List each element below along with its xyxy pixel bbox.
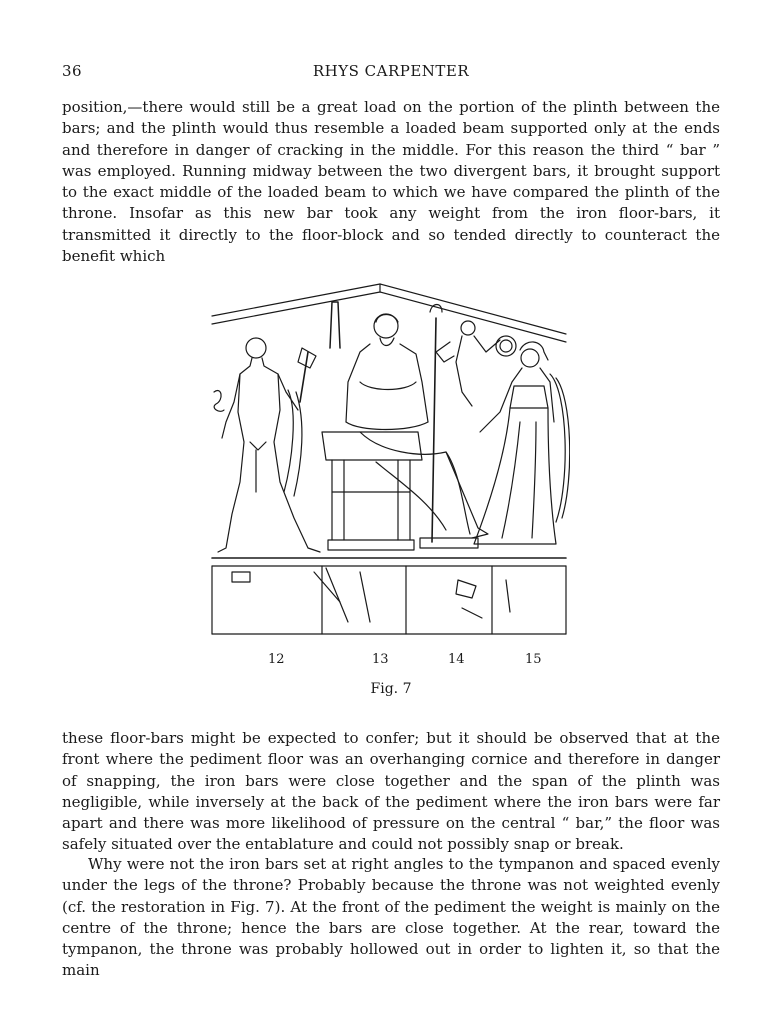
slab-number-12: 12 bbox=[268, 652, 285, 667]
running-head bbox=[62, 62, 720, 82]
slab-number-15: 15 bbox=[525, 652, 542, 667]
pediment-drawing bbox=[210, 282, 570, 642]
figure-caption: Fig. 7 bbox=[370, 681, 412, 697]
slab-number-14: 14 bbox=[448, 652, 465, 667]
paragraph-bottom-1: these floor-bars might be expected to confer; but it should be observed that at the front where the pediment floor was an overhanging cornice and therefore in danger of snapping, the iron bars were close together and the span of the plinth was negligible, while inversely at the back of the pediment where the iron bars were far apart and there was more likelihood of pressure on the central “ bar,” the floor was safely situated over the entablature and could not possibly snap or break. bbox=[62, 729, 720, 854]
page-number: 36 bbox=[62, 62, 83, 80]
running-title: RHYS CARPENTER bbox=[312, 62, 470, 80]
paragraph-top: position,—there would still be a great load on the portion of the plinth between the bars; and the plinth would thus resemble a loaded beam supported only at the ends and therefore in danger of cracking in the middle. For this reason the third “ bar ” was employed. Running midway between the two divergent bars, it brought support to the exact middle of the loaded beam to which we have compared the plinth of the throne. Insofar as this new bar took any weight from the iron floor-bars, it transmitted it directly to the floor-block and so tended directly to counteract the benefit which bbox=[62, 98, 720, 266]
pediment-illustration bbox=[210, 282, 570, 642]
paragraph-bottom-2: Why were not the iron bars set at right angles to the tympanon and spaced evenly under the legs of the throne? Probably because the throne was not weighted evenly (cf. the restoration in Fig. 7). At the front of the pediment the weight is mainly on the centre of the throne; hence the bars are close together. At the rear, toward the tympanon, the throne was probably hollowed out in order to lighten it, so that the main bbox=[62, 855, 720, 980]
slab-number-13: 13 bbox=[372, 652, 389, 667]
